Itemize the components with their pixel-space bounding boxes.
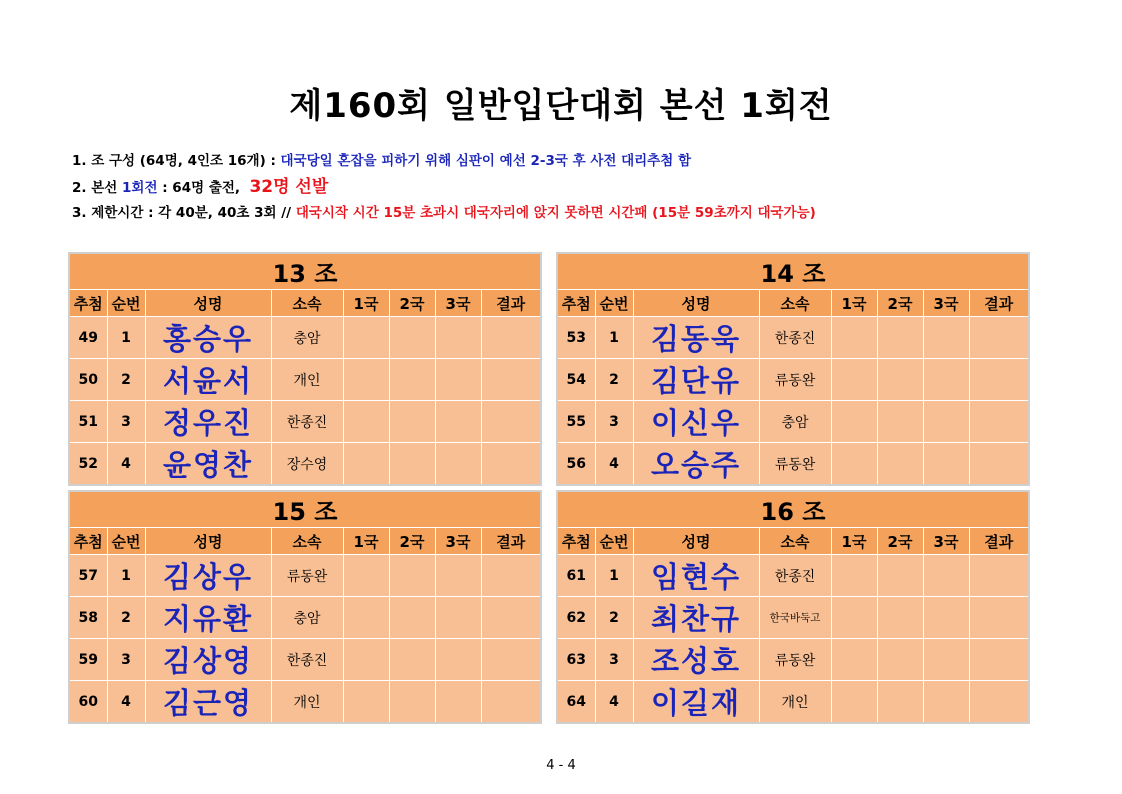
game-2-cell	[877, 555, 923, 597]
column-header: 1국	[343, 290, 389, 317]
player-name-cell: 김상영	[145, 639, 271, 681]
draw-number-cell: 51	[69, 401, 107, 443]
column-header: 결과	[969, 528, 1029, 555]
game-2-cell	[389, 597, 435, 639]
game-2-cell	[389, 681, 435, 724]
player-name-cell: 오승주	[633, 443, 759, 486]
result-cell	[969, 597, 1029, 639]
game-3-cell	[435, 597, 481, 639]
player-row	[69, 681, 541, 724]
result-cell	[481, 317, 541, 359]
game-3-cell	[435, 401, 481, 443]
game-3-cell	[923, 401, 969, 443]
group-table	[68, 252, 542, 486]
player-name-cell: 김근영	[145, 681, 271, 724]
column-header: 성명	[633, 528, 759, 555]
player-name-cell: 김단유	[633, 359, 759, 401]
result-cell	[481, 681, 541, 724]
order-cell: 2	[107, 597, 145, 639]
game-2-cell	[877, 597, 923, 639]
group-title: 15 조	[69, 491, 541, 528]
game-2-cell	[389, 443, 435, 486]
column-header: 결과	[481, 528, 541, 555]
player-name-cell: 김상우	[145, 555, 271, 597]
order-cell: 2	[107, 359, 145, 401]
affiliation-cell: 한종진	[271, 639, 343, 681]
column-header: 소속	[759, 528, 831, 555]
game-3-cell	[923, 639, 969, 681]
game-2-cell	[877, 639, 923, 681]
order-cell: 3	[107, 639, 145, 681]
draw-number-cell: 54	[557, 359, 595, 401]
game-2-cell	[877, 401, 923, 443]
player-row	[557, 317, 1029, 359]
game-1-cell	[831, 639, 877, 681]
player-row	[557, 401, 1029, 443]
draw-number-cell: 50	[69, 359, 107, 401]
game-2-cell	[389, 555, 435, 597]
draw-number-cell: 59	[69, 639, 107, 681]
game-1-cell	[343, 639, 389, 681]
game-2-cell	[877, 681, 923, 724]
column-header: 소속	[271, 290, 343, 317]
note-1	[72, 150, 816, 176]
result-cell	[481, 639, 541, 681]
order-cell: 3	[107, 401, 145, 443]
draw-number-cell: 58	[69, 597, 107, 639]
player-row	[557, 359, 1029, 401]
draw-number-cell: 55	[557, 401, 595, 443]
column-header: 1국	[831, 528, 877, 555]
order-cell: 2	[595, 597, 633, 639]
game-3-cell	[923, 681, 969, 724]
note-3-part-2: 대국시작 시간 15분 초과시 대국자리에 앉지 못하면 시간패 (15분 59초까지 대국가능)	[295, 205, 816, 221]
note-1-part-1: 1. 조 구성 (64명, 4인조 16개) :	[72, 153, 281, 169]
column-header: 추첨	[69, 290, 107, 317]
note-2-part-4: 32명 선발	[249, 177, 329, 197]
game-2-cell	[389, 401, 435, 443]
affiliation-cell: 한종진	[271, 401, 343, 443]
result-cell	[969, 639, 1029, 681]
column-header: 추첨	[557, 290, 595, 317]
game-1-cell	[831, 401, 877, 443]
affiliation-cell: 류동완	[759, 443, 831, 486]
order-cell: 4	[595, 443, 633, 486]
player-name-cell: 임현수	[633, 555, 759, 597]
notes	[72, 150, 816, 228]
result-cell	[969, 317, 1029, 359]
column-header: 3국	[435, 528, 481, 555]
game-1-cell	[343, 681, 389, 724]
draw-number-cell: 61	[557, 555, 595, 597]
game-1-cell	[831, 317, 877, 359]
column-header: 순번	[595, 290, 633, 317]
column-header: 2국	[389, 528, 435, 555]
game-2-cell	[389, 639, 435, 681]
note-1-part-2: 대국당일 혼잡을 피하기 위해 심판이 예선 2-3국 후 사전 대리추첨 함	[280, 153, 692, 169]
game-2-cell	[389, 359, 435, 401]
game-3-cell	[435, 555, 481, 597]
page-title: 제160회 일반입단대회 본선 1회전	[289, 86, 833, 126]
result-cell	[969, 359, 1029, 401]
game-1-cell	[831, 681, 877, 724]
result-cell	[481, 555, 541, 597]
game-1-cell	[831, 597, 877, 639]
player-row	[69, 401, 541, 443]
order-cell: 3	[595, 639, 633, 681]
player-row	[557, 555, 1029, 597]
draw-number-cell: 60	[69, 681, 107, 724]
player-name-cell: 정우진	[145, 401, 271, 443]
column-header: 소속	[271, 528, 343, 555]
affiliation-cell: 개인	[271, 681, 343, 724]
game-3-cell	[923, 317, 969, 359]
column-header: 결과	[481, 290, 541, 317]
player-name-cell: 지유환	[145, 597, 271, 639]
game-1-cell	[831, 443, 877, 486]
game-1-cell	[343, 597, 389, 639]
group-table	[556, 252, 1030, 486]
player-row	[69, 555, 541, 597]
order-cell: 2	[595, 359, 633, 401]
player-name-cell: 윤영찬	[145, 443, 271, 486]
column-header: 2국	[877, 528, 923, 555]
result-cell	[481, 359, 541, 401]
game-3-cell	[923, 359, 969, 401]
result-cell	[969, 401, 1029, 443]
player-name-cell: 김동욱	[633, 317, 759, 359]
column-header: 추첨	[69, 528, 107, 555]
game-1-cell	[343, 359, 389, 401]
draw-number-cell: 57	[69, 555, 107, 597]
player-row	[69, 639, 541, 681]
column-header: 1국	[831, 290, 877, 317]
game-2-cell	[389, 317, 435, 359]
draw-number-cell: 56	[557, 443, 595, 486]
group-title: 14 조	[557, 253, 1029, 290]
note-2	[72, 176, 816, 202]
player-name-cell: 서윤서	[145, 359, 271, 401]
order-cell: 1	[107, 317, 145, 359]
note-3-part-1: 3. 제한시간 : 각 40분, 40초 3회 //	[72, 205, 296, 221]
order-cell: 1	[595, 317, 633, 359]
column-header: 순번	[595, 528, 633, 555]
game-3-cell	[435, 317, 481, 359]
affiliation-cell: 한종진	[759, 317, 831, 359]
affiliation-cell: 개인	[271, 359, 343, 401]
affiliation-cell: 충암	[759, 401, 831, 443]
game-1-cell	[343, 555, 389, 597]
game-3-cell	[435, 639, 481, 681]
game-1-cell	[831, 555, 877, 597]
group-table	[556, 490, 1030, 724]
player-row	[557, 443, 1029, 486]
affiliation-cell: 개인	[759, 681, 831, 724]
player-row	[69, 597, 541, 639]
draw-number-cell: 53	[557, 317, 595, 359]
game-3-cell	[435, 443, 481, 486]
game-1-cell	[343, 401, 389, 443]
result-cell	[481, 597, 541, 639]
draw-number-cell: 64	[557, 681, 595, 724]
game-2-cell	[877, 317, 923, 359]
column-header: 1국	[343, 528, 389, 555]
affiliation-cell: 충암	[271, 317, 343, 359]
game-2-cell	[877, 359, 923, 401]
game-3-cell	[435, 681, 481, 724]
order-cell: 1	[595, 555, 633, 597]
note-2-part-1: 2. 본선	[72, 180, 123, 196]
player-row	[69, 359, 541, 401]
game-1-cell	[343, 443, 389, 486]
player-row	[557, 597, 1029, 639]
draw-number-cell: 49	[69, 317, 107, 359]
affiliation-cell: 충암	[271, 597, 343, 639]
note-2-part-2: 1회전	[122, 180, 158, 196]
player-name-cell: 이길재	[633, 681, 759, 724]
game-1-cell	[343, 317, 389, 359]
group-title: 13 조	[69, 253, 541, 290]
order-cell: 1	[107, 555, 145, 597]
column-header: 3국	[923, 528, 969, 555]
affiliation-cell: 장수영	[271, 443, 343, 486]
group-title: 16 조	[557, 491, 1029, 528]
column-header: 3국	[923, 290, 969, 317]
group-table	[68, 490, 542, 724]
column-header: 결과	[969, 290, 1029, 317]
player-name-cell: 이신우	[633, 401, 759, 443]
game-2-cell	[877, 443, 923, 486]
affiliation-cell: 류동완	[759, 359, 831, 401]
game-1-cell	[831, 359, 877, 401]
result-cell	[969, 555, 1029, 597]
column-header: 2국	[389, 290, 435, 317]
column-header: 3국	[435, 290, 481, 317]
game-3-cell	[923, 555, 969, 597]
order-cell: 4	[107, 681, 145, 724]
column-header: 성명	[145, 290, 271, 317]
affiliation-cell: 한국바둑고	[759, 597, 831, 639]
player-name-cell: 최찬규	[633, 597, 759, 639]
player-name-cell: 홍승우	[145, 317, 271, 359]
affiliation-cell: 한종진	[759, 555, 831, 597]
game-3-cell	[923, 597, 969, 639]
column-header: 성명	[145, 528, 271, 555]
order-cell: 4	[595, 681, 633, 724]
draw-number-cell: 62	[557, 597, 595, 639]
column-header: 소속	[759, 290, 831, 317]
page-number: 4 - 4	[546, 758, 576, 773]
result-cell	[969, 443, 1029, 486]
column-header: 성명	[633, 290, 759, 317]
result-cell	[481, 401, 541, 443]
affiliation-cell: 류동완	[759, 639, 831, 681]
column-header: 순번	[107, 290, 145, 317]
column-header: 추첨	[557, 528, 595, 555]
note-2-part-3: : 64명 출전,	[157, 180, 250, 196]
note-3	[72, 202, 816, 228]
game-3-cell	[923, 443, 969, 486]
player-row	[557, 639, 1029, 681]
player-row	[557, 681, 1029, 724]
column-header: 2국	[877, 290, 923, 317]
draw-number-cell: 52	[69, 443, 107, 486]
affiliation-cell: 류동완	[271, 555, 343, 597]
result-cell	[481, 443, 541, 486]
player-name-cell: 조성호	[633, 639, 759, 681]
order-cell: 4	[107, 443, 145, 486]
column-header: 순번	[107, 528, 145, 555]
order-cell: 3	[595, 401, 633, 443]
player-row	[69, 317, 541, 359]
draw-number-cell: 63	[557, 639, 595, 681]
player-row	[69, 443, 541, 486]
game-3-cell	[435, 359, 481, 401]
result-cell	[969, 681, 1029, 724]
